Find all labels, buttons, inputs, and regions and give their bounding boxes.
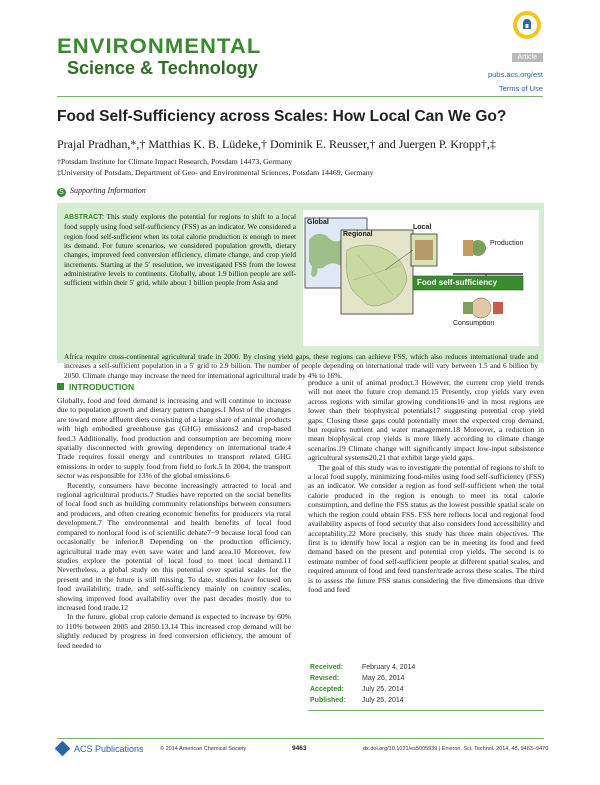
introduction-heading: INTRODUCTION xyxy=(57,382,134,392)
toc-consumption-label: Consumption xyxy=(453,320,495,327)
intro-paragraph: Recently, consumers have become increasingly attracted to local and regional agricultural products.7 Studies have reported on the social benefits of local food such as building community relationships between consumers and producers, and often creating economic benefits for producers via rural development.7 The environmental and health benefits of local food compared to nonlocal food is of scientific debate7−9 because local food can occasionally be inferior.8 Depending on the production efficiency, agricultural trade may even save water and land area.10 Moreover, few studies explore the potential of local food to meet local demand.11 Nevertheless, a global study on this potential over spatial scales for the present and in the future is still missing. To date, studies have focused on food availability, trade, and self-sufficiency mainly on country scales, showing improved food availability over the past decades mostly due to increased food trade.12 xyxy=(57,480,291,612)
toc-regional-label: Regional xyxy=(343,231,373,238)
toc-fss-label: Food self-sufficiency xyxy=(417,278,498,287)
abstract-text-wide: Africa require cross-continental agricultural trade in 2000. By closing yield gaps, these regions can achieve FSS, which also reduces international trade and increases a self-sufficient population in a 5′ grid to 2.9 billion. The number of people depending on international trade will vary between 1.5 and 6 billion by 2050. Climate change may increase the need for international agricultural trade by 4% to 16%. xyxy=(64,352,538,380)
article-title: Food Self-Sufficiency across Scales: How Local Can We Go? xyxy=(57,108,507,125)
supporting-information-link[interactable] xyxy=(57,186,146,197)
logo-line2: Science & Technology xyxy=(67,58,258,78)
toc-graphic xyxy=(303,210,539,346)
terms-of-use-link[interactable]: Terms of Use xyxy=(498,84,543,93)
intro-paragraph: produce a unit of animal product.3 However, the current crop yield trends will not meet the future crop demand.15 Presently, crop yields vary even across regions with similar growing conditions16 and in most regions are lower than their biophysical potentials17 suggesting potential crop yield gaps. Closing these gaps could potentially meet the expected crop demand, but requires nutrient and water management.18 Moreover, a reduction in mean biophysical crop yields is more likely according to climate change scenarios.19 Climate change will significantly impact low-input subsistence agricultural systems20,21 that exhibit large yield gaps. xyxy=(308,378,544,463)
doi-citation[interactable]: dx.doi.org/10.1021/es5005939 | Environ. Sci. Technol. 2014, 48, 9463−9470 xyxy=(363,746,549,752)
acs-logo-icon xyxy=(55,741,71,757)
footer-divider xyxy=(57,738,544,739)
intro-paragraph: The goal of this study was to investigate the potential of regions to shift to a local food supply, minimizing food-miles using food self-sufficiency (FSS) as an indicator. We consider a region as food self-sufficient when the total calorie produced in the region is enough to meet its total calorie consumption, and define the FSS status as the lowest possible spatial scale on which the region could obtain FSS. FSS here reflects local and regional food availability aspects of food security that also considers food accessibility and acceptability.22 More precisely, this study has three main objectives. The first is to identify how local a region can be in meeting its food and feed demand based on the present and potential crop yields. The second is to estimate number of food self-sufficient people at different spatial scales, and required amount of food and feed transfer/trade across these scales. The third is to assess the future FSS status considering the five dimensions that drive food and feed xyxy=(308,462,545,594)
toc-global-label: Global xyxy=(307,219,329,226)
copyright-text: © 2014 American Chemical Society xyxy=(160,746,247,752)
intro-column-1 xyxy=(57,396,291,650)
affiliation-1: †Potsdam Institute for Climate Impact Research, Potsdam 14473, Germany xyxy=(57,157,293,166)
intro-paragraph: Globally, food and feed demand is increasing and will continue to increase due to population growth and dietary pattern changes.1 Most of the changes are toward more affluent diets consisting of a large share of animal products with high embodied greenhouse gas (GHG) emissions2 and crop-based feed.3 Additionally, food production and consumption are becoming more spatially disconnected with growing dependency on international trade.4 Trade requires fossil energy and contributes to transport related GHG emissions in order to supply food from field to fork.5 In 2004, the transport sector was responsible for 13% of the global emissions.6 xyxy=(57,396,291,481)
supporting-info-icon: S xyxy=(57,188,66,197)
article-type-badge: Article xyxy=(512,53,543,62)
intro-column-2 xyxy=(308,378,544,594)
revised-date: Revised: May 26, 2014 xyxy=(310,675,405,682)
published-date: Published: July 25, 2014 xyxy=(310,697,404,704)
journal-url-link[interactable]: pubs.acs.org/est xyxy=(487,70,543,79)
toc-local-label: Local xyxy=(413,224,432,231)
journal-logo xyxy=(57,36,287,86)
page-number: 9463 xyxy=(292,745,307,752)
open-access-icon[interactable] xyxy=(512,10,542,40)
affiliation-2: ‡University of Potsdam, Department of Geo- and Environmental Sciences, Potsdam 14469, Germany xyxy=(57,168,374,177)
author-list: Prajal Pradhan,*,† Matthias K. B. Lüdeke,† Dominik E. Reusser,† and Juergen P. Kropp†,‡ xyxy=(57,137,496,151)
abstract-label: ABSTRACT: xyxy=(64,214,105,221)
received-date: Received: February 4, 2014 xyxy=(310,664,416,671)
header-divider xyxy=(57,96,543,97)
acs-publications-logo[interactable]: ACS Publications xyxy=(57,743,144,754)
dates-divider xyxy=(308,710,544,711)
logo-line1: ENVIRONMENTAL xyxy=(57,35,262,58)
toc-production-label: Production xyxy=(490,240,524,247)
intro-paragraph: In the future, global crop calorie demand is expected to increase by 60% to 110% between 2005 and 2050.13,14 This increased crop demand will be slightly reduced by progress in feed conversion efficiency, the amount of feed needed to xyxy=(57,612,291,650)
section-marker-icon xyxy=(57,383,64,390)
supporting-info-label: Supporting Information xyxy=(70,186,146,195)
accepted-date: Accepted: July 25, 2014 xyxy=(310,686,404,693)
abstract-text-narrow: ABSTRACT: This study explores the potential for regions to shift to a local food supply using food self-sufficiency (FSS) as an indicator. We considered a region food self-sufficient when its total calorie production is enough to meet its demand. For future scenarios, we considered population growth, dietary changes, improved feed conversion efficiency, climate change, and crop yield increments. Starting at the 5′ resolution, we investigated FSS from the lowest administrative levels to continents. Globally, about 1.9 billion people are self-sufficient within their 5′ grid, while about 1 billion people from Asia and xyxy=(64,212,296,288)
